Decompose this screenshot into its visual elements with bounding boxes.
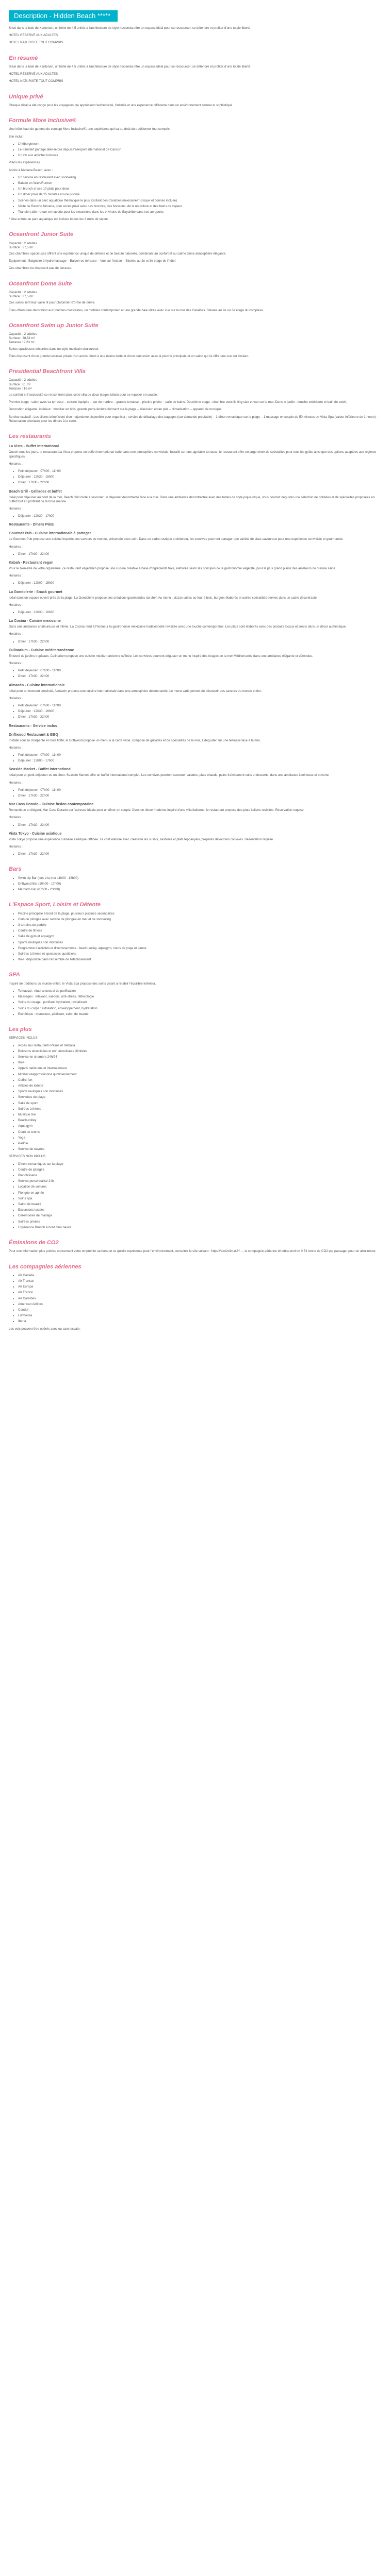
- summary-heading: En résumé: [9, 55, 38, 61]
- list-item: • Wi-Fi disponible dans l'ensemble de l'établissement: [18, 958, 382, 962]
- restaurant-hours-label: Horaires :: [9, 745, 23, 750]
- list-item: • Temazcal : rituel ancestral de purification: [18, 989, 382, 993]
- list-item: • Petit déjeuner : 07h00 - 11h00: [18, 753, 382, 757]
- spa-list: [9, 989, 382, 1016]
- unique-heading: Unique privé: [9, 93, 43, 100]
- list-item: • Petit déjeuner : 07h00 - 11h00: [18, 788, 382, 792]
- list-item: • Articles de toilette: [18, 1084, 382, 1088]
- footer-note: Les vols peuvent être opérés avec ou sans escale.: [9, 1327, 80, 1331]
- list-item: • Paddle: [18, 1142, 382, 1146]
- room-spec: Capacité : 2 adultes: [9, 290, 37, 294]
- room-heading: Oceanfront Swim up Junior Suite: [9, 322, 99, 329]
- plus-label: Plans les expériences :: [9, 161, 42, 165]
- list-item: • Programme d'activités et divertissements : beach-volley, aquagym, cours de yoga et danse: [18, 946, 382, 951]
- beach-grill-heading: Beach Grill - Grillades et buffet: [9, 489, 62, 494]
- list-item: • Plongée en apnée: [18, 1191, 382, 1195]
- restaurant-heading: Mar Cass Dorado - Cuisine fusion contemporaine: [9, 803, 94, 807]
- beach-grill-hours-label: Horaires :: [9, 506, 23, 511]
- list-item: • Dîner : 17h30 - 22h00: [18, 852, 382, 856]
- list-item: • Expérience Brunch à bord d'un navire: [18, 1226, 382, 1230]
- restaurant-text: Idéal dans un espace ouvert près de la plage, La Gondolerie propose des créations gourmandes du chef. Au menu : pizzas cuites au four à bois, burgers élaborés et autres spécialités servies dans un cadre décontracté.: [9, 596, 318, 600]
- room-specs: [9, 332, 382, 345]
- restaurant-text: Le Gourmet Pub propose une cuisine inspirée des saveurs du monde, présentée avec soin. Dans un cadre rustique et détendu, les convives pourront partager une variété de plats savoureux pour une expérience conviviale et gourmande.: [9, 537, 344, 541]
- services-included-list: [9, 1044, 382, 1152]
- list-item: • Service personnalisé 24h: [18, 1179, 382, 1183]
- restaurant-hours: [9, 753, 382, 763]
- inclusive-label: Elle inclut :: [9, 134, 24, 139]
- spa-heading: SPA: [9, 972, 20, 978]
- restaurant-hours: [9, 704, 382, 720]
- room-spec: Capacité : 2 adultes: [9, 241, 37, 245]
- restaurant-text: Pour le bien-être de votre organisme, ce restaurant végétalien propose une cuisine créative à base d'ingrédients frais, élaborée selon les principes de la gastronomie végétale, pour le plus grand plaisir des amateurs de cuisine saine.: [9, 566, 336, 570]
- list-item: • Balade en WaveRunner: [18, 181, 382, 185]
- room-spec: Surface : 61 m²: [9, 382, 31, 386]
- list-item: • Mercado Bar (07h00 - 23h00): [18, 888, 382, 892]
- list-item: • L'hébergement: [18, 142, 382, 146]
- list-item: • Minibar réapprovisionné quotidiennement: [18, 1073, 382, 1077]
- list-item: • Air Canada: [18, 1274, 382, 1278]
- list-item: • Dîner : 17h30 - 22h00: [18, 552, 382, 556]
- room-heading: Oceanfront Junior Suite: [9, 231, 74, 238]
- restaurant-heading: Almacén - Cuisine internationale: [9, 683, 65, 687]
- plus-text: Accès à Mariana Beach, avec :: [9, 168, 53, 172]
- list-item: • Beach-volley: [18, 1118, 382, 1123]
- room-spec: Terrasse : 9,23 m²: [9, 341, 35, 345]
- restaurant-hours-label: Horaires :: [9, 603, 23, 607]
- room-specs: [9, 378, 382, 391]
- room-text: Ces chambres spacieuses offrent une expérience unique de détente et de beauté naturelle, combinant au confort et au calme d'une atmosphère élégante.: [9, 252, 226, 256]
- inclusive-heading: Formule More Inclusive®: [9, 117, 76, 124]
- restaurant-hours-label: Horaires :: [9, 574, 23, 578]
- list-item: • Un dîner privé de 25 minutes et une piscine: [18, 193, 382, 197]
- spa-text: Inspiré de traditions du monde entier, le Vista Spa propose des soins visant à rétablir l'équilibre intérieur.: [9, 981, 156, 986]
- list-item: • Location de voitures: [18, 1185, 382, 1189]
- list-item: • Déjeuner : 12h00 - 17h00: [18, 759, 382, 763]
- list-item: • Court de tennis: [18, 1130, 382, 1134]
- list-item: • Coffre-fort: [18, 1078, 382, 1082]
- intro-text: Situé dans la baie de Kantenah, un hôtel de 4.5 unités à l'architecture de style hacienda offre un espace idéal pour se ressourcer, se détendre et profiter d'une totale liberté.: [9, 26, 252, 30]
- rooms-section: [9, 231, 382, 412]
- list-item: • Un vin aux activités incluses: [18, 154, 382, 158]
- summary-adults: HOTEL RÉSERVÉ AUX ADULTES: [9, 72, 58, 76]
- list-item: • Sports nautiques non motorisés: [18, 941, 382, 945]
- list-item: • Dîner : 17h30 - 22h00: [18, 823, 382, 827]
- room-text: Ces suites lient leur vaste lit pour plafonnier d'orme de dôme.: [9, 301, 95, 305]
- room-equip: Elles offrent une décoration aux touches mexicaines, un mobilier contemporain et une grande baie vitrée avec vue sur la mer des Caraïbes. Situées au 2e ou 3e étage du complexe.: [9, 308, 264, 312]
- list-item: • Un brunch et ses 10 plats pour deux: [18, 187, 382, 191]
- restaurant-hours: [9, 581, 382, 585]
- sport-heading: L'Espace Sport, Loisirs et Détente: [9, 902, 101, 908]
- list-item: • Esthétique : manucure, pédicure, salon de beauté: [18, 1012, 382, 1016]
- list-item: • Service en chambre 24h/24: [18, 1055, 382, 1059]
- bars-heading: Bars: [9, 866, 22, 873]
- restaurant-text: Entouré de jardins tropicaux, Culinarium propose une cuisine méditerranéenne raffinée. Les convives pourront déguster un menu inspiré des rivages de la mer Méditerranée dans une ambiance élégante et détendue.: [9, 654, 313, 658]
- room-spec: Terrasse : 16 m²: [9, 386, 32, 391]
- room-heading: Oceanfront Dome Suite: [9, 280, 72, 287]
- list-item: • Transfert aller-retour en navette pour les excursions dans les environs de Bayahibe dans ses aéroports: [18, 210, 382, 214]
- list-item: • Air Caraïbes: [18, 1297, 382, 1301]
- room-equip: Équipement : Baignoire à hydromassage – Balcon ou terrasse – Vue sur l'océan – Situées au 2e et 3e étage de l'hôtel: [9, 259, 176, 263]
- restaurant-heading: Restaurants - Dîners Plats: [9, 523, 54, 527]
- restaurant-subheading: Driftwood Restaurant & BBQ: [9, 733, 58, 737]
- beach-grill-text: Idéal pour déjeuner au bord de la mer, Beach Grill invite à savourer un déjeuner décontracté face à la mer. Dans une ambiance décontractée avec des tables de style pique-nique, vous pourrez déguster une sélection de grillades et de spécialités proposées en buffet tout en profitant de la brise marine.: [9, 495, 375, 503]
- beach-grill-hours: [9, 514, 382, 518]
- list-item: • Dîner : 17h30 - 22h00: [18, 715, 382, 719]
- list-item: • Dîner : 17h30 - 22h00: [18, 794, 382, 798]
- restaurant-hours-label: Horaires :: [9, 545, 23, 549]
- room-specs: [9, 242, 382, 250]
- room-extra: Décoration élégante, intérieur : mobilier en bois, grande porte-fenêtre donnant sur la plage – télévision écran plat – climatisation – appareil de musique.: [9, 408, 223, 412]
- list-item: • Visite de Rancho Nirvana, pour accès privé avec des bronzés, des boissons, de la nourriture et des bains de vapeur: [18, 205, 382, 209]
- bars-list: [9, 876, 382, 892]
- restaurant-subheading: Gourmet Pub - Cuisine internationale à partager: [9, 532, 91, 536]
- services-paying-label: SERVICES NON INCLUS: [9, 1155, 46, 1159]
- list-item: • Swim Up Bar (lors à la mer 11h00 - 18h00): [18, 876, 382, 880]
- restaurant-heading: Kabah - Restaurant vegan: [9, 561, 54, 565]
- room-heading: Presidential Beachfront Villa: [9, 368, 86, 375]
- room-spec: Surface : 37,5 m²: [9, 245, 34, 249]
- dinners-section: [9, 522, 382, 856]
- list-item: • Scènes dans un parc aquatique thématique le plus excitant des Caraïbes mexicaines* (risque et bonnes incluse): [18, 199, 382, 203]
- page-title: Description - Hidden Beach *****: [9, 10, 118, 22]
- list-item: • Soirées à thème: [18, 1107, 382, 1111]
- list-item: • Dîner : 17h30 - 22h00: [18, 674, 382, 679]
- airlines-heading: Les compagnies aériennes: [9, 1263, 82, 1270]
- la-vista-hours: [9, 469, 382, 485]
- list-item: • Salle de sport: [18, 1101, 382, 1106]
- room-spec: Capacité : 2 adultes: [9, 378, 37, 382]
- list-item: • Déjeuner : 12h30 - 16h30: [18, 611, 382, 615]
- restaurant-hours-label: Horaires :: [9, 696, 23, 700]
- list-item: • Un service en restaurant avec snorkeling: [18, 176, 382, 180]
- restaurant-hours: [9, 611, 382, 615]
- restaurant-hours-label: Horaires :: [9, 816, 23, 820]
- restaurant-text: Romantique et élégant, Mar Cass Dorado est l'adresse idéale pour un dîner en couple. Dans un décor moderne inspiré d'une villa italienne, le restaurant propose des plats italiens revisités. Réservation requise.: [9, 808, 305, 812]
- list-item: • Soins du visage : purifiant, hydratant, revitalisant: [18, 1001, 382, 1005]
- list-item: • Le transfert partagé aller-retour depuis l'aéroport international de Cancún: [18, 148, 382, 152]
- list-item: • Appels nationaux et internationaux: [18, 1066, 382, 1071]
- airlines-list: [9, 1274, 382, 1324]
- plus-heading: Les plus: [9, 1026, 32, 1032]
- plus-note: * Une entrée au parc aquatique est incluse toutes les 3 nuits de séjour.: [9, 217, 109, 222]
- room-extra: Ces chambres ne disposent pas de terrasse.: [9, 266, 72, 270]
- summary-text: Situé dans la baie de Kantenah, un hôtel de 4.5 unités à l'architecture de style hacienda offre un espace idéal pour se ressourcer, se détendre et profiter d'une totale liberté.: [9, 64, 252, 69]
- list-item: • Dîner : 17h30 - 22h00: [18, 640, 382, 644]
- room-specs: [9, 291, 382, 299]
- list-item: • Serviettes de plage: [18, 1095, 382, 1099]
- list-item: • Sports nautiques non motorisés: [18, 1090, 382, 1094]
- restaurant-heading: Vista Tokyo - Cuisine asiatique: [9, 832, 62, 836]
- list-item: • Dîner : 17h30 - 22h00: [18, 481, 382, 485]
- list-item: • Déjeuner : 12h30 - 17h00: [18, 514, 382, 518]
- list-item: • Soins du corps : exfoliation, enveloppement, hydratation: [18, 1007, 382, 1011]
- restaurant-heading: Culinarium - Cuisine méditerranéenne: [9, 648, 74, 652]
- restaurant-text: Idéal pour un petit-déjeuner ou un dîner, Seaside Market offre un buffet international complet. Les convives pourront savourer salades, plats chauds, pains fraîchement cuits et desserts, dans une ambiance lumineuse et ouverte.: [9, 773, 330, 777]
- plus-list: [9, 176, 382, 214]
- summary-naturist: HOTEL NATURISTE TOUT COMPRIS: [9, 79, 63, 83]
- restaurant-hours-label: Horaires :: [9, 632, 23, 636]
- list-item: • Petit déjeuner : 07h00 - 11h00: [18, 669, 382, 673]
- unique-text: Chaque détail a été conçu pour les voyageurs qui apprécient l'authenticité, l'intimité et une expérience différente dans un environnement naturel et sophistiqué.: [9, 103, 233, 107]
- room-spec: Surface : 38,54 m²: [9, 336, 35, 341]
- list-item: • Salon de beauté: [18, 1202, 382, 1207]
- list-item: • Boissons alcoolisées et non alcoolisées illimitées: [18, 1049, 382, 1054]
- sport-list: [9, 912, 382, 962]
- list-item: • Déjeuner : 12h00 - 15h00: [18, 581, 382, 585]
- restaurant-hours: [9, 852, 382, 856]
- list-item: • Excursions locales: [18, 1208, 382, 1212]
- restaurant-hours: [9, 669, 382, 679]
- la-vista-heading: La Vista - Buffet international: [9, 445, 59, 449]
- intro-naturist: HOTEL NATURISTE TOUT COMPRIS: [9, 41, 63, 45]
- intro-adults: HOTEL RÉSERVÉ AUX ADULTES: [9, 33, 58, 38]
- list-item: • Driftwood Bar (10h00 - 17h00): [18, 882, 382, 886]
- restaurant-heading: Seaside Market - Buffet international: [9, 768, 72, 772]
- room-equip: Elles disposent d'une grande terrasse privée d'un accès direct à une rivière lente et d'une connexion avec la piscine principale et un salon qui lui offre une vue sur l'océan.: [9, 354, 249, 358]
- list-item: • Air Transat: [18, 1279, 382, 1283]
- list-item: • Déjeuner : 12h30 - 15h00: [18, 475, 382, 479]
- room-spec: Surface : 37,5 m²: [9, 295, 34, 299]
- restaurant-heading: Restaurants - Service inclus: [9, 724, 57, 728]
- room-spec: Capacité : 2 adultes: [9, 332, 37, 336]
- restaurant-hours-label: Horaires :: [9, 845, 23, 849]
- list-item: • Petit déjeuner : 07h00 - 11h00: [18, 704, 382, 708]
- list-item: • Soins spa: [18, 1197, 382, 1201]
- inclusive-list: [9, 142, 382, 158]
- services-included-label: SERVICES INCLUS: [9, 1036, 38, 1040]
- restaurant-hours: [9, 823, 382, 827]
- room-equip: Premier étage : salon avec sa terrasse – cuisine équipée – bar de marbre – grande terrasse – piscine privée – salle de bains. Deuxième étage : chambre avec lit king size et vue sur la mer. Dans le jardin : douche extérieure et bain de soleil.: [9, 400, 347, 404]
- villa-note: Service exclusif : Les clients bénéficient d'un majordome disponible pour organiser : service de déballage des bagages (sur demande préalable) – 1 dîner romantique sur la plage – 1 massage en couple de 50 minutes en Vista Spa (valeur inférieure de 1 heure) – Réservation prioritaire pour les dîners à la carte.: [9, 415, 379, 423]
- la-vista-text: Ouvert tous les jours, le restaurant La Vista propose un buffet international varié dans une atmosphère conviviale. Installé sur une agréable terrasse, le restaurant offre un large choix de spécialités pour tous les goûts ainsi que des options adaptées aux régimes spécifiques.: [9, 450, 377, 459]
- list-item: • Déjeuner : 12h30 - 16h00: [18, 709, 382, 714]
- list-item: • Soirées à thème et spectacles quotidiens: [18, 952, 382, 956]
- list-item: • Massages : relaxant, suédois, anti-stress, réflexologie: [18, 995, 382, 999]
- list-item: • Centre de plongée: [18, 1168, 382, 1172]
- list-item: • Air France: [18, 1291, 382, 1295]
- restaurant-text: Dans une ambiance chaleureuse et intime, La Cocina rend à l'honneur la gastronomie mexicaine traditionnelle revisitée avec une touche contemporaine. Les plats sont élaborés avec des produits locaux et servis dans un décor authentique.: [9, 625, 347, 629]
- restaurants-heading: Les restaurants: [9, 433, 51, 440]
- restaurant-heading: La Gondolerie - Snack gourmet: [9, 590, 62, 594]
- services-paying-list: [9, 1162, 382, 1230]
- inclusive-intro: Une hôtel haut de gamme du concept More Inclusive®, une expérience qui va au-delà du traditionnel tout compris.: [9, 127, 171, 131]
- list-item: • Dîners romantiques sur la plage: [18, 1162, 382, 1166]
- restaurant-hours-label: Horaires :: [9, 781, 23, 785]
- list-item: • Service de navette: [18, 1147, 382, 1151]
- restaurant-hours: [9, 552, 382, 556]
- list-item: • Wi-Fi: [18, 1061, 382, 1065]
- list-item: • Centre de fitness: [18, 929, 382, 933]
- list-item: • Salle de gym et aquagym: [18, 935, 382, 939]
- list-item: • Club de plongée avec service de plongée en mer et de snorkeling: [18, 918, 382, 922]
- list-item: • Blanchisserie: [18, 1174, 382, 1178]
- list-item: • Condor: [18, 1308, 382, 1312]
- list-item: • Yoga: [18, 1136, 382, 1140]
- list-item: • Petit déjeuner : 07h00 - 11h00: [18, 469, 382, 473]
- list-item: • Musique live: [18, 1113, 382, 1117]
- restaurant-hours: [9, 640, 382, 644]
- list-item: • Iberia: [18, 1319, 382, 1324]
- intro-section: [9, 26, 382, 45]
- list-item: • Soirées privées: [18, 1220, 382, 1224]
- restaurant-text: Idéal pour un moment convivial, Almacén propose une cuisine internationale dans une atmosphère décontractée. Le menu varié permet de découvrir des saveurs du monde entier.: [9, 689, 262, 693]
- restaurant-text: Installé sous la charpente en bois flotté, le Driftwood propose un menu à la carte varié, composé de grillades et de spécialités de la mer, à déguster sur une terrasse face à la mer.: [9, 738, 261, 742]
- restaurant-hours: [9, 788, 382, 798]
- restaurant-heading: La Cocina - Cuisine mexicaine: [9, 619, 61, 623]
- co2-heading: Émissions de CO2: [9, 1240, 59, 1246]
- room-text: Suites spacieuses décorées dans un style mexicain chaleureux.: [9, 347, 100, 351]
- room-text: Le confort et l'exclusivité se rencontrent dans cette villa de deux étages idéale pour se reposer en couple.: [9, 393, 158, 397]
- list-item: • Accès aux restaurants Palms et Valhalla: [18, 1044, 382, 1048]
- list-item: • Piscine principale à bord de la plage, plusieurs piscines secondaires: [18, 912, 382, 916]
- list-item: • Lufthansa: [18, 1314, 382, 1318]
- la-vista-hours-label: Horaires :: [9, 462, 23, 466]
- list-item: • Air Europa: [18, 1285, 382, 1289]
- list-item: • Aqua gym: [18, 1124, 382, 1128]
- restaurant-hours-label: Horaires :: [9, 661, 23, 665]
- list-item: • Cérémonies de mariage: [18, 1214, 382, 1218]
- list-item: • American Airlines: [18, 1302, 382, 1307]
- co2-text: Pour une information plus précise concernant votre empreinte carbone et ce qu'elle représente pour l'environnement, consultez le site suivant : https://eco2climat.fr/ — la compagnie aérienne émettra environ 0,74 tonne de CO2 par passager pour un aller-retour.: [9, 1249, 377, 1253]
- list-item: • 3 terrains de paddle: [18, 923, 382, 927]
- restaurant-text: Vista Tokyo propose une expérience culinaire asiatique raffinée. Le chef élabore avec créativité les sushis, sashimis et plats teppanyaki, préparés devant les convives. Réservation requise.: [9, 837, 274, 841]
